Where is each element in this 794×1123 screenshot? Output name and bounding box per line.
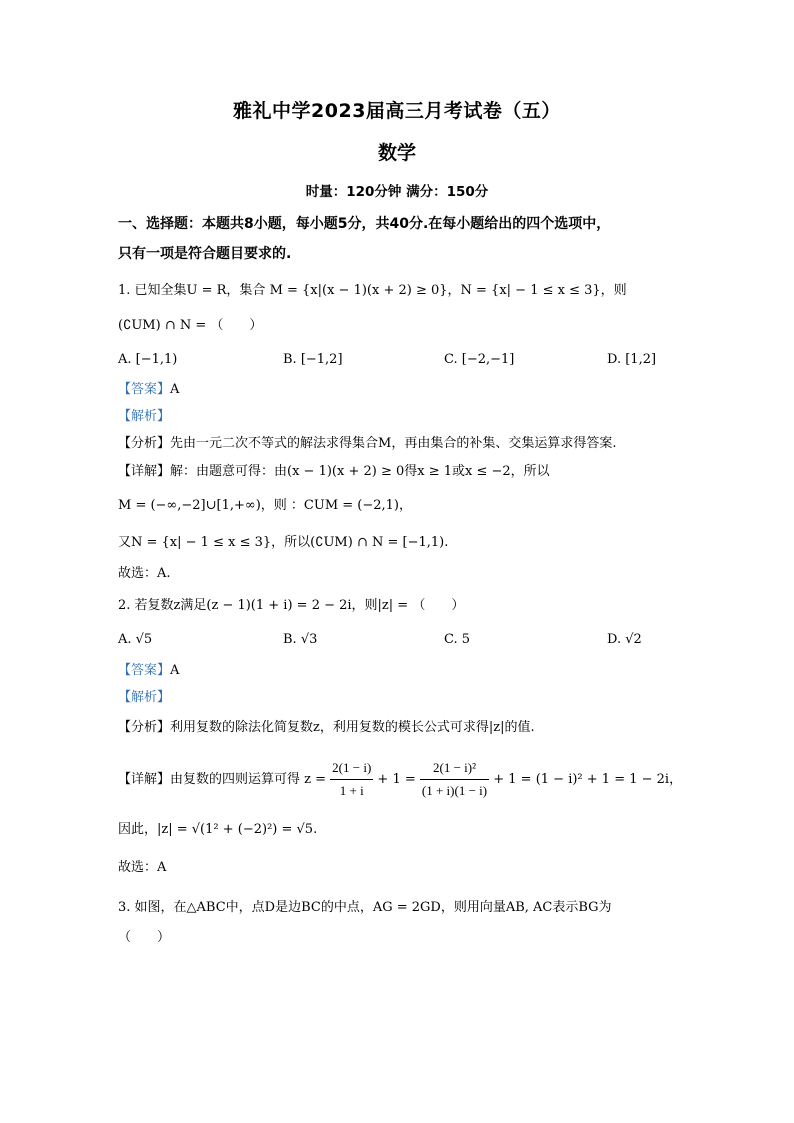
fraction-1-denominator: 1 + i (339, 783, 364, 798)
q1-stem-line1: 1. 已知全集U = R，集合 M = {x|(x − 1)(x + 2) ≥ 0}，N = {x| − 1 ≤ x ≤ 3}，则 (118, 283, 627, 298)
fraction-2-denominator: (1 + i)(1 − i) (421, 783, 488, 798)
q2-option-b: B. √3 (283, 632, 318, 647)
q1-option-a: A. [−1,1) (118, 352, 178, 367)
q2-detail (118, 757, 682, 802)
section-heading-line2: 只有一项是符合题目要求的. (118, 246, 292, 262)
exam-title: 雅礼中学2023届高三月考试卷（五） (233, 100, 561, 122)
q1-option-d: D. [1,2] (607, 352, 657, 367)
q2-conclusion: 故选：A (118, 860, 167, 875)
fraction-2 (420, 757, 489, 802)
q2-analysis-label: 【解析】 (118, 690, 171, 705)
q1-option-b: B. [−1,2] (283, 352, 343, 367)
analysis-text: 先由一元二次不等式的解法求得集合M，再由集合的补集、交集运算求得答案. (170, 436, 617, 451)
q2-modulus: 因此，|z| = √(1² + (−2)²) = √5. (118, 822, 318, 837)
answer-label: 【答案】 (118, 382, 171, 397)
detail-tag: 【详解】 (118, 464, 171, 479)
detail-pre: 由复数的四则运算可得 z = (170, 772, 327, 787)
q1-analysis-label: 【解析】 (118, 409, 171, 424)
fraction-1-numerator: 2(1 − i) (330, 757, 373, 780)
answer-label: 【答案】 (118, 663, 171, 678)
analysis-tag: 【分析】 (118, 720, 171, 735)
q2-analysis (118, 719, 535, 737)
detail-text: 解：由题意可得：由(x − 1)(x + 2) ≥ 0得x ≥ 1或x ≤ −2，所以 (170, 464, 550, 479)
q3-stem-line2: （ ） (118, 930, 171, 945)
exam-meta: 时量：120分钟 满分：150分 (305, 184, 489, 200)
subject-title: 数学 (377, 142, 416, 164)
detail-tail: + 1 = (1 − i)² + 1 = 1 − 2i， (493, 772, 683, 787)
q2-option-d: D. √2 (607, 632, 642, 647)
q1-analysis (118, 435, 616, 453)
q2-stem: 2. 若复数z满足(z − 1)(1 + i) = 2 − 2i，则|z| = （ ） (118, 598, 465, 613)
q1-stem-line2: (∁UM) ∩ N = （ ） (118, 318, 263, 333)
q2-option-c: C. 5 (444, 632, 471, 647)
fraction-1 (330, 757, 373, 802)
q1-detail-line3: 又N = {x| − 1 ≤ x ≤ 3}，所以(∁UM) ∩ N = [−1,1). (118, 535, 449, 550)
q1-detail-line1 (118, 463, 550, 481)
q1-answer (118, 381, 179, 399)
section-heading-line1: 一、选择题：本题共8小题，每小题5分，共40分.在每小题给出的四个选项中， (118, 216, 611, 232)
q2-option-a: A. √5 (118, 632, 153, 647)
answer-value: A (170, 663, 180, 678)
detail-mid: + 1 = (377, 772, 416, 787)
q2-answer (118, 662, 179, 680)
fraction-2-numerator: 2(1 − i)² (420, 757, 489, 780)
q3-stem-line1: 3. 如图，在△ABC中，点D是边BC的中点，AG = 2GD，则用向量AB, AC表示BG为 (118, 900, 612, 915)
q1-conclusion: 故选：A. (118, 566, 171, 581)
detail-tag: 【详解】 (118, 772, 171, 787)
analysis-tag: 【分析】 (118, 436, 171, 451)
q1-option-c: C. [−2,−1] (444, 352, 515, 367)
answer-value: A (170, 382, 180, 397)
analysis-text: 利用复数的除法化简复数z，利用复数的模长公式可求得|z|的值. (170, 720, 535, 735)
q1-detail-line2: M = (−∞,−2]∪[1,+∞)，则 ：CUM = (−2,1)， (118, 498, 413, 513)
